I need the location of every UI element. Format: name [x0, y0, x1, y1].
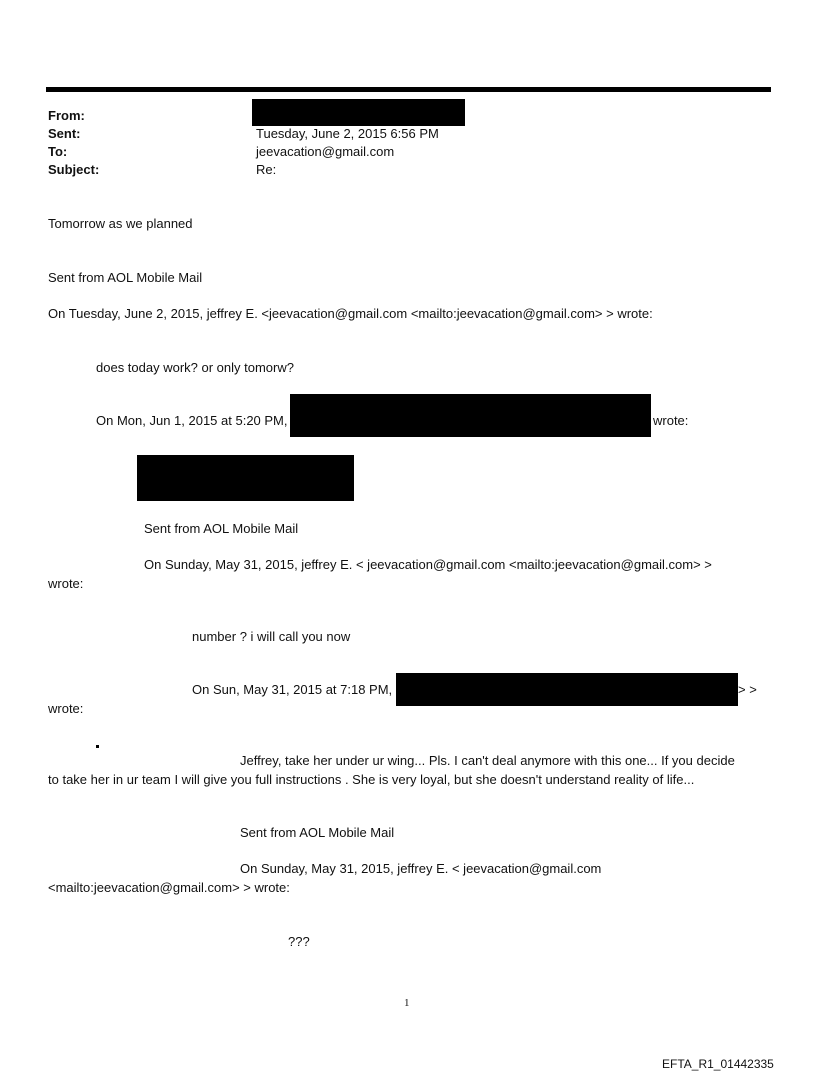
- sent-label: Sent:: [48, 126, 81, 141]
- quote-header: On Sunday, May 31, 2015, jeffrey E. < jeevacation@gmail.com: [240, 861, 602, 876]
- redacted-message: [137, 455, 354, 501]
- signature-line: Sent from AOL Mobile Mail: [144, 521, 299, 536]
- redacted-sender: [396, 673, 738, 706]
- quote-header: On Sunday, May 31, 2015, jeffrey E. < jeevacation@gmail.com <mailto:jeevacation@gmail.com> >: [144, 557, 712, 572]
- signature-line: Sent from AOL Mobile Mail: [48, 270, 203, 285]
- subject-value: Re:: [256, 162, 277, 177]
- signature-line: Sent from AOL Mobile Mail: [240, 825, 395, 840]
- quote-header-prefix: On Mon, Jun 1, 2015 at 5:20 PM,: [96, 413, 288, 428]
- page-number: 1: [404, 997, 410, 1009]
- from-label: From:: [48, 108, 85, 123]
- quote-header-suffix: wrote:: [653, 413, 689, 428]
- message-line: Tomorrow as we planned: [48, 216, 193, 231]
- quote-header-wrap: <mailto:jeevacation@gmail.com> > wrote:: [48, 880, 290, 895]
- message-line: number ? i will call you now: [192, 629, 351, 644]
- bullet-dot: [96, 745, 99, 748]
- sent-value: Tuesday, June 2, 2015 6:56 PM: [256, 126, 439, 141]
- to-label: To:: [48, 144, 68, 159]
- header-rule: [46, 87, 771, 92]
- redacted-from: [252, 99, 465, 126]
- message-line: does today work? or only tomorw?: [96, 360, 294, 375]
- quote-header-prefix: On Sun, May 31, 2015 at 7:18 PM,: [192, 682, 393, 697]
- redacted-sender: [290, 394, 651, 437]
- document-id: EFTA_R1_01442335: [662, 1057, 774, 1071]
- to-value: jeevacation@gmail.com: [256, 144, 395, 159]
- quote-header-wrap: wrote:: [48, 701, 84, 716]
- quote-header: On Tuesday, June 2, 2015, jeffrey E. <jeevacation@gmail.com <mailto:jeevacation@gmail.com> > wrote:: [48, 306, 653, 321]
- message-line: ???: [288, 934, 310, 949]
- subject-label: Subject:: [48, 162, 100, 177]
- message-line-wrap: to take her in ur team I will give you full instructions . She is very loyal, but she doesn't understand reality of life...: [48, 772, 695, 787]
- quote-header-wrap: wrote:: [48, 576, 84, 591]
- message-line: Jeffrey, take her under ur wing... Pls. I can't deal anymore with this one... If you decide: [240, 753, 735, 768]
- quote-header-suffix: > >: [738, 682, 757, 697]
